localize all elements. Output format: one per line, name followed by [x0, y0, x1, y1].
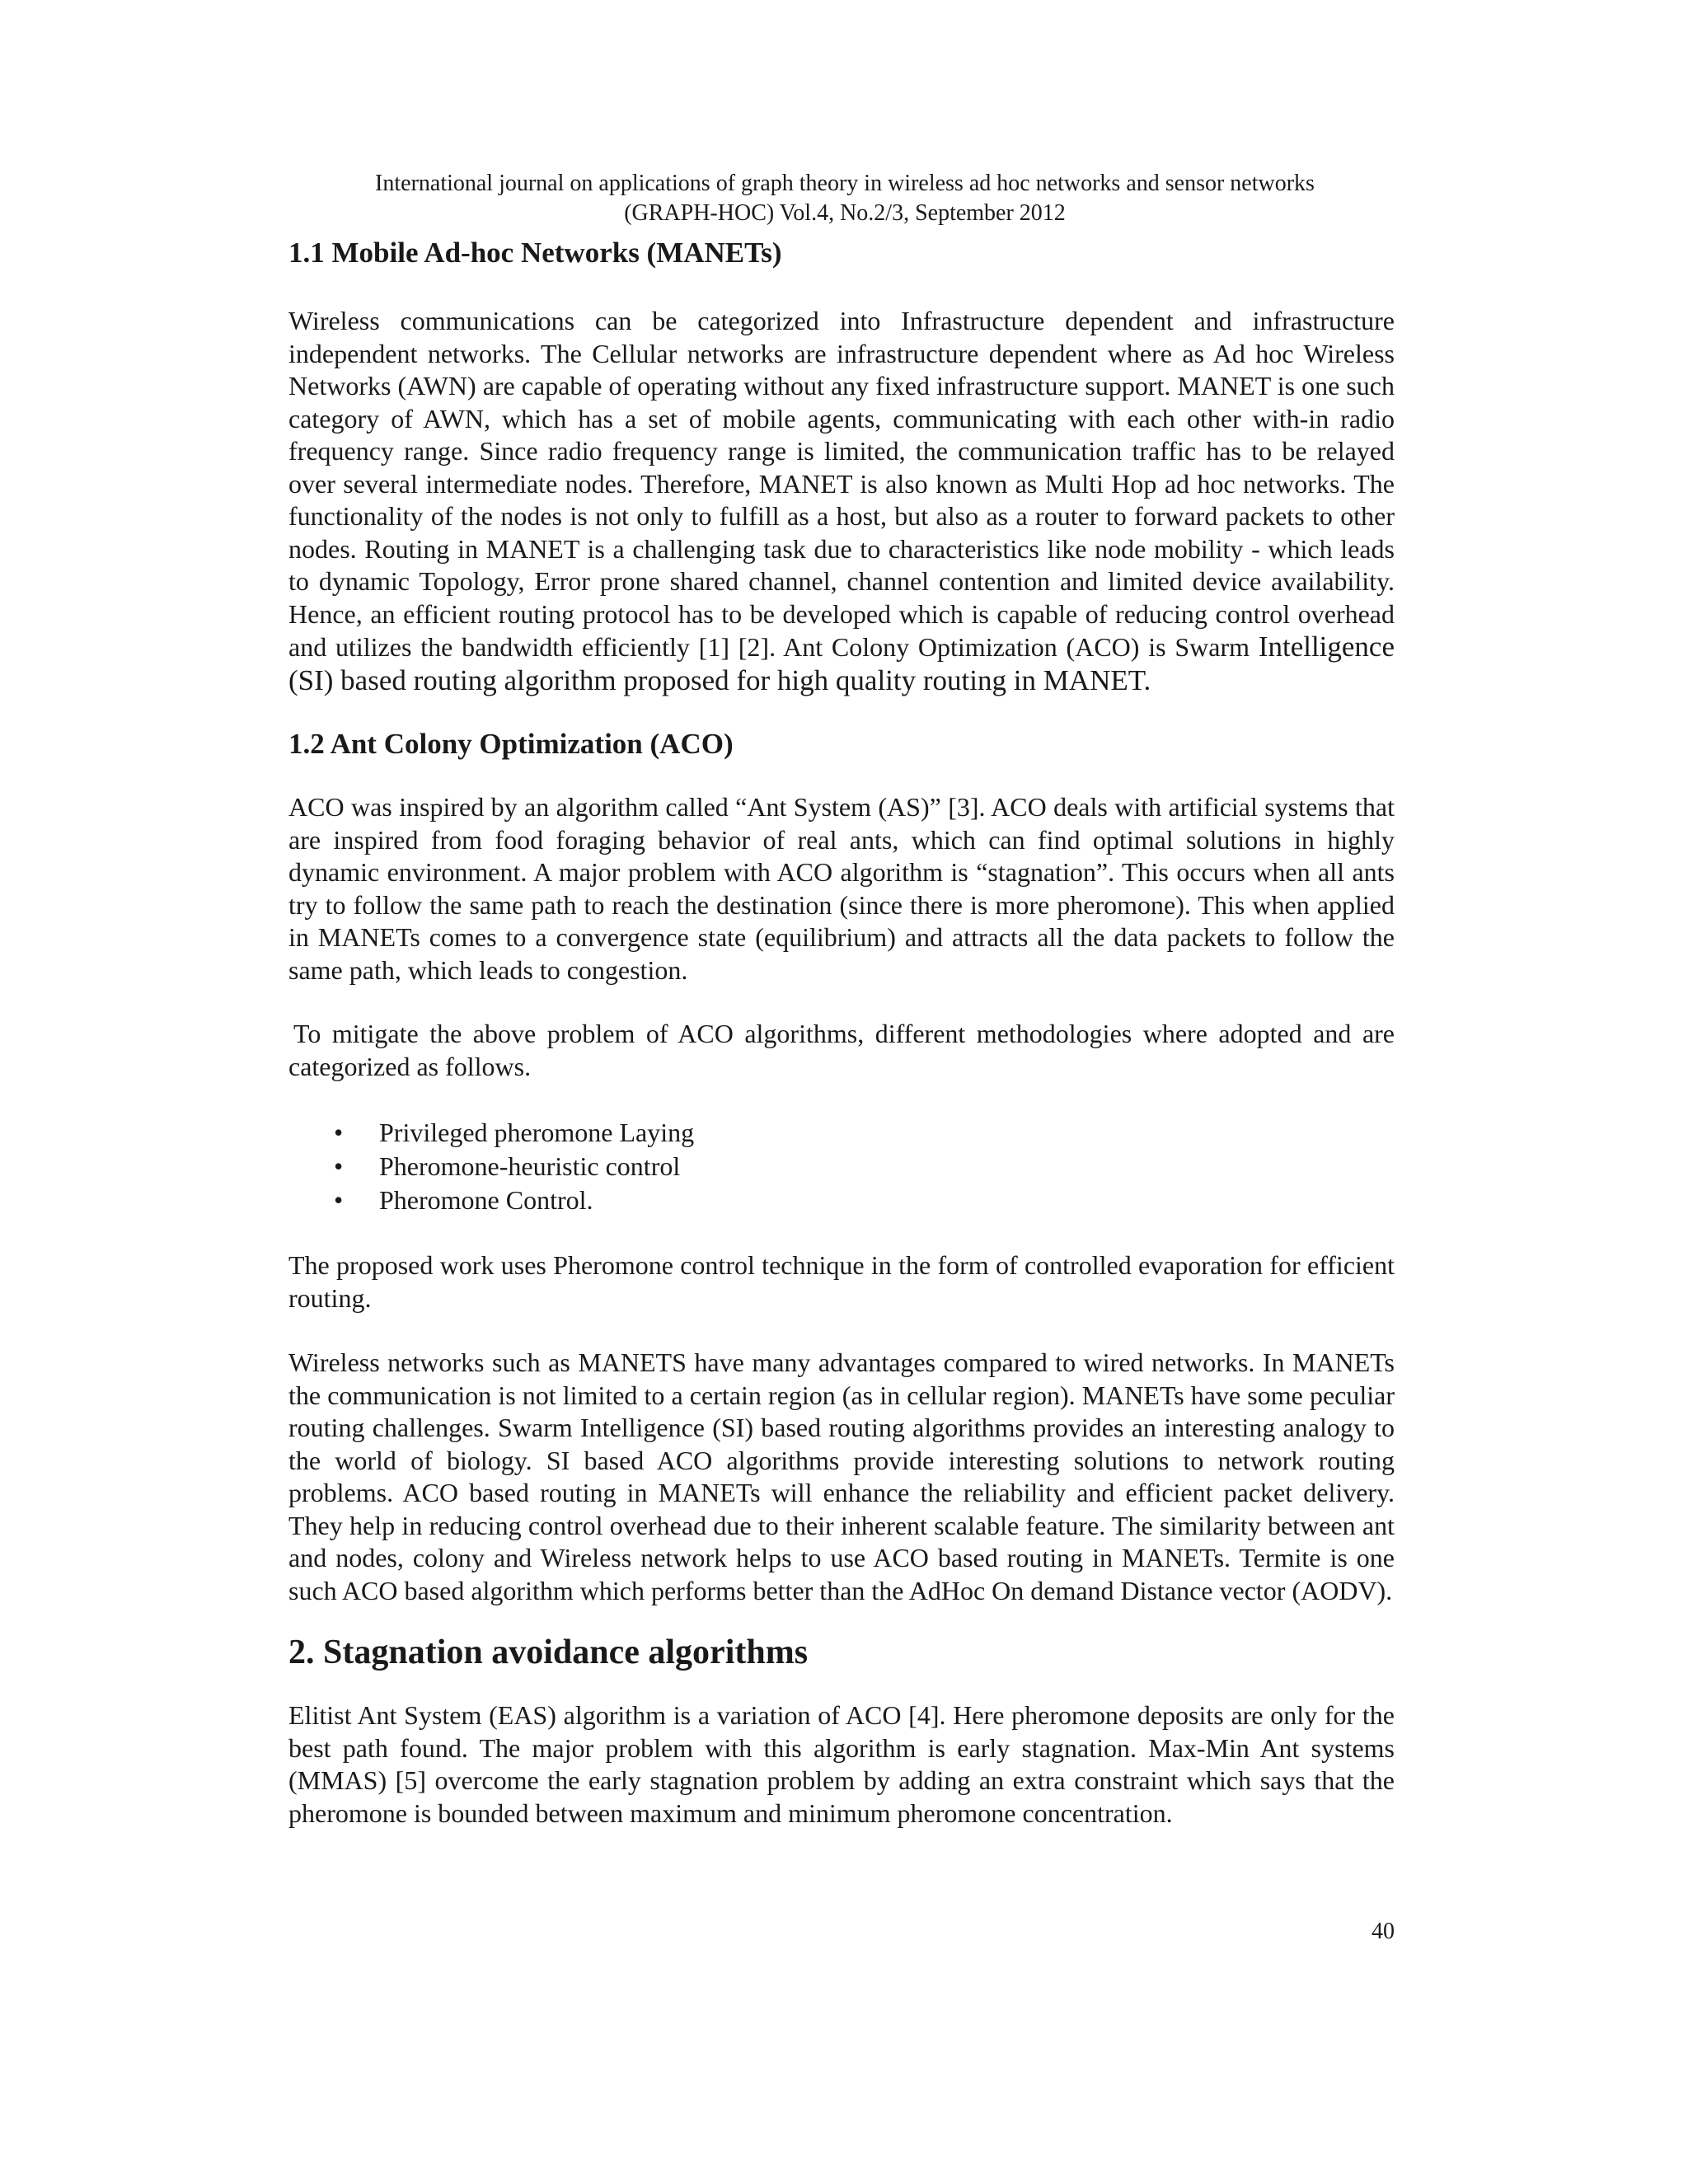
section-1-1-heading: 1.1 Mobile Ad-hoc Networks (MANETs) [288, 237, 782, 269]
list-item: • Privileged pheromone Laying [288, 1116, 1395, 1150]
journal-title: International journal on applications of graph theory in wireless ad hoc networks and sensor networks [375, 171, 1315, 196]
page-number: 40 [1372, 1919, 1395, 1944]
paragraph-tail: Intelligence (SI) based routing algorithm proposed for high quality routing in MANET. [288, 630, 1395, 696]
paragraph: The proposed work uses Pheromone control technique in the form of controlled evaporation for efficient routing. [288, 1250, 1395, 1313]
paragraph [288, 305, 1395, 697]
bullet-icon: • [334, 1185, 344, 1215]
section-2-heading: 2. Stagnation avoidance algorithms [288, 1633, 809, 1671]
list-item: • Pheromone Control. [288, 1183, 1395, 1217]
list-item: • Pheromone-heuristic control [288, 1150, 1395, 1183]
journal-header [272, 169, 1418, 228]
paragraph: Wireless networks such as MANETS have many advantages compared to wired networks. In MANETs the communication is not limited to a certain region (as in cellular region). MANETs have some peculiar routing challenges. Swarm Intelligence (SI) based routing algorithms provides an interesting analogy to the world of biology. SI based ACO algorithms provide interesting solutions to network routing problems. ACO based routing in MANETs will enhance the reliability and efficient packet delivery. They help in reducing control overhead due to their inherent scalable feature. The similarity between ant and nodes, colony and Wireless network helps to use ACO based routing in MANETs. Termite is one such ACO based algorithm which performs better than the AdHoc On demand Distance vector (AODV). [288, 1347, 1395, 1605]
methodology-list [288, 1116, 1395, 1217]
paragraph: Elitist Ant System (EAS) algorithm is a variation of ACO [4]. Here pheromone deposits are only for the best path found. The major problem with this algorithm is early stagnation. Max-Min Ant systems (MMAS) [5] overcome the early stagnation problem by adding an extra constraint which says that the pheromone is bounded between maximum and minimum pheromone concentration. [288, 1700, 1395, 1828]
main-content [288, 234, 1395, 1830]
journal-volume: (GRAPH-HOC) Vol.4, No.2/3, September 2012 [624, 200, 1066, 226]
bullet-icon: • [334, 1151, 344, 1181]
paragraph: To mitigate the above problem of ACO algorithms, different methodologies where adopted and are categorized as follows. [288, 1019, 1395, 1081]
paragraph: ACO was inspired by an algorithm called “Ant System (AS)” [3]. ACO deals with artificial systems that are inspired from food foraging behavior of real ants, which can find optimal solutions in highly dynamic environment. A major problem with ACO algorithm is “stagnation”. This occurs when all ants try to follow the same path to reach the destination (since there is more pheromone). This when applied in MANETs comes to a convergence state (equilibrium) and attracts all the data packets to follow the same path, which leads to congestion. [288, 792, 1395, 985]
section-1-2-heading: 1.2 Ant Colony Optimization (ACO) [288, 728, 734, 760]
bullet-icon: • [334, 1118, 344, 1147]
paragraph-text: Wireless communications can be categorized into Infrastructure dependent and infrastructure independent networks. The Cellular networks are infrastructure dependent where as Ad hoc Wireless Networks (AWN) are capable of operating without any fixed infrastructure support. MANET is one such category of AWN, which has a set of mobile agents, communicating with each other with-in radio frequency range. Since radio frequency range is limited, the communication traffic has to be relayed over several intermediate nodes. Therefore, MANET is also known as Multi Hop ad hoc networks. The functionality of the nodes is not only to fulfill as a host, but also as a router to forward packets to other nodes. Routing in MANET is a challenging task due to characteristics like node mobility - which leads to dynamic Topology, Error prone shared channel, channel contention and limited device availability. Hence, an efficient routing protocol has to be developed which is capable of reducing control overhead and utilizes the bandwidth efficiently [1] [2]. Ant Colony Optimization (ACO) is Swarm [288, 306, 1395, 662]
